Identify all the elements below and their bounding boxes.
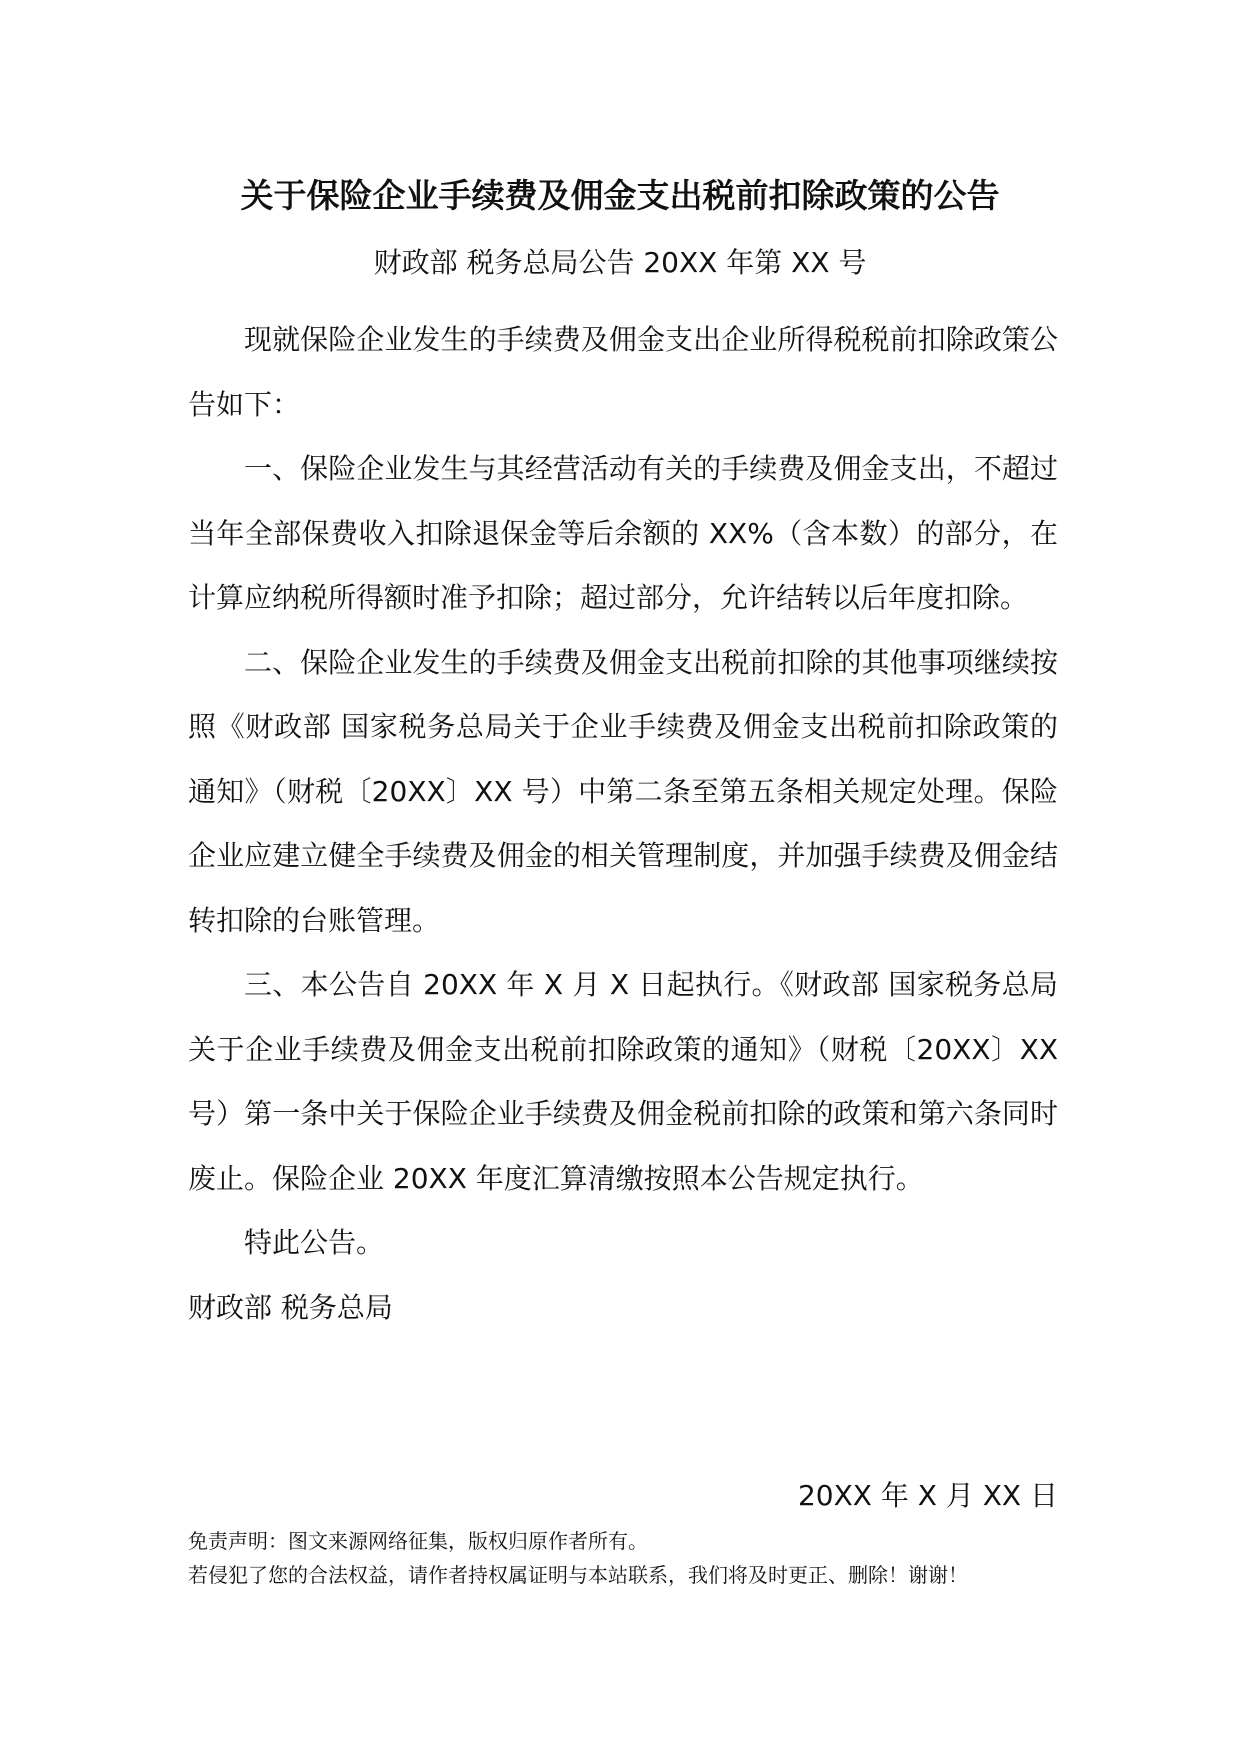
disclaimer: [188, 1524, 1088, 1592]
paragraph-item-3: 三、本公告自 20XX 年 X 月 X 日起执行。《财政部 国家税务总局关于企业手续费及佣金支出税前扣除政策的通知》（财税〔20XX〕XX 号）第一条中关于保险企业手续费及佣金税前扣除的政策和第六条同时废止。保险企业 20XX 年度汇算清缴按照本公告规定执行。: [188, 968, 1058, 1195]
disclaimer-line-1: 免责声明：图文来源网络征集，版权归原作者所有。: [188, 1529, 648, 1553]
issuer: 财政部 税务总局: [188, 1290, 393, 1324]
paragraph-closing: 特此公告。: [244, 1226, 385, 1259]
document-body: [188, 308, 1058, 1340]
paragraph-item-1: 一、保险企业发生与其经营活动有关的手续费及佣金支出，不超过当年全部保费收入扣除退保金等后余额的 XX%（含本数）的部分，在计算应纳税所得额时准予扣除；超过部分，允许结转以后年度扣除。: [188, 452, 1058, 614]
document-title: 关于保险企业手续费及佣金支出税前扣除政策的公告: [240, 176, 1000, 215]
disclaimer-line-2: 若侵犯了您的合法权益，请作者持权属证明与本站联系，我们将及时更正、删除！谢谢！: [188, 1563, 968, 1587]
document-subtitle: 财政部 税务总局公告 20XX 年第 XX 号: [373, 246, 867, 279]
paragraph-item-2: 二、保险企业发生的手续费及佣金支出税前扣除的其他事项继续按照《财政部 国家税务总局关于企业手续费及佣金支出税前扣除政策的通知》（财税〔20XX〕XX 号）中第二条至第五条相关规定处理。保险企业应建立健全手续费及佣金的相关管理制度，并加强手续费及佣金结转扣除的台账管理。: [188, 645, 1058, 937]
paragraph-intro: 现就保险企业发生的手续费及佣金支出企业所得税税前扣除政策公告如下：: [188, 323, 1058, 421]
document-date: 20XX 年 X 月 XX 日: [797, 1479, 1058, 1512]
